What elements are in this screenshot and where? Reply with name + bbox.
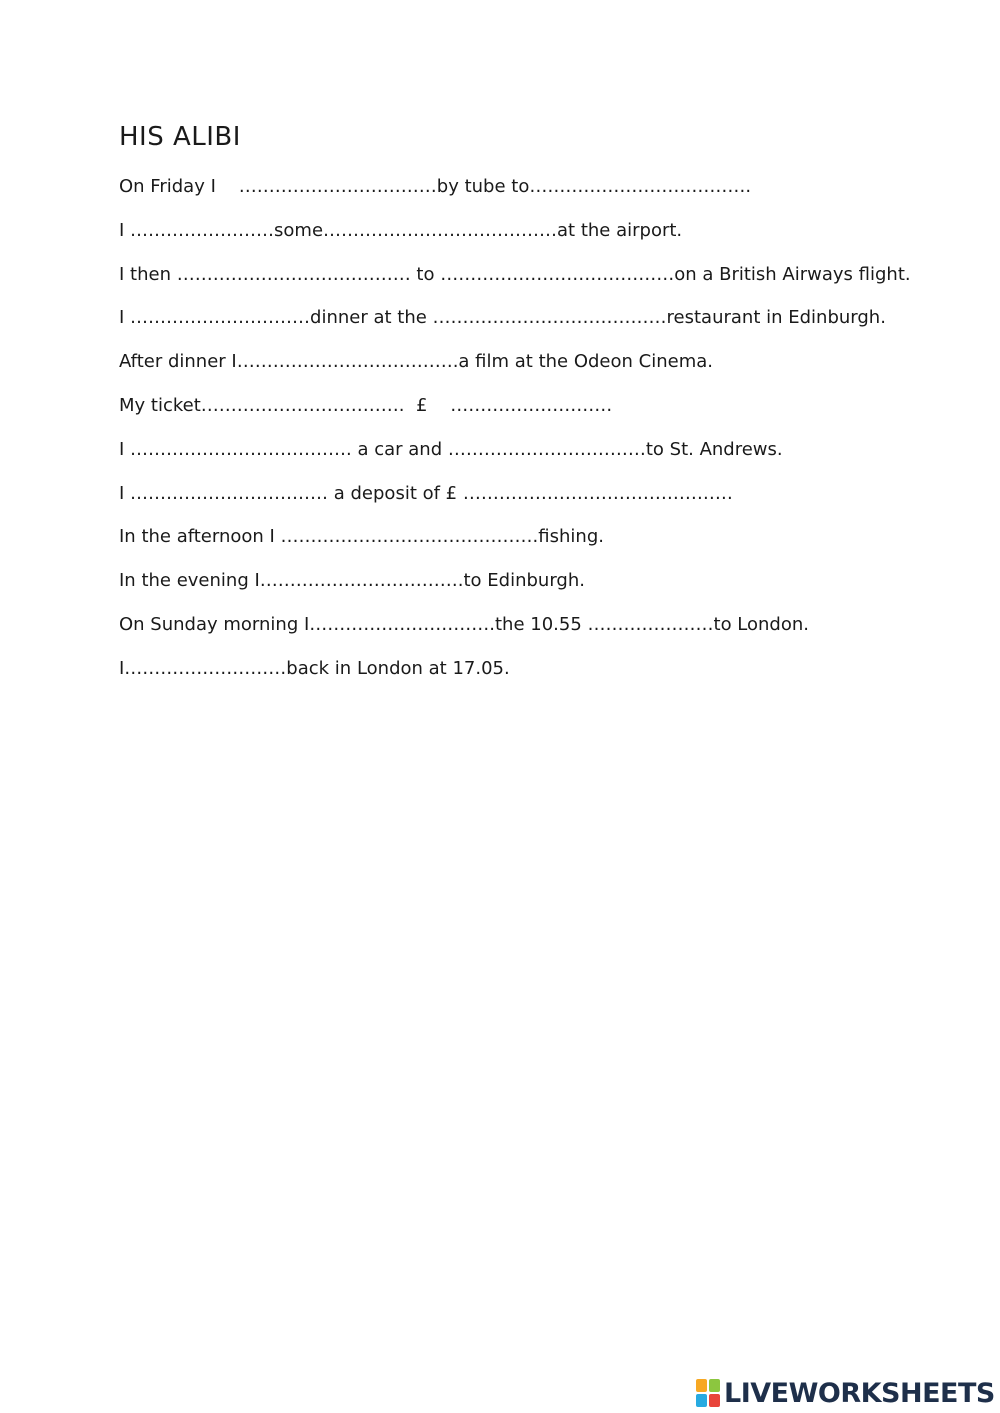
exercise-line-4: I …………………………dinner at the …………………………………restaurant in Edinburgh. bbox=[119, 307, 886, 329]
exercise-line-9: In the afternoon I …………………………………….fishing. bbox=[119, 526, 604, 548]
exercise-line-1: On Friday I ……………………………by tube to………………………………. bbox=[119, 176, 752, 197]
exercise-line-2: I ……………………some…………………………………at the airport. bbox=[119, 219, 683, 241]
exercise-line-5: After dinner I……………………………….a film at the Odeon Cinema. bbox=[119, 351, 713, 373]
exercise-line-6: My ticket……………………………. £ ……………………… bbox=[119, 394, 613, 416]
exercise-line-12: I………………………back in London at 17.05. bbox=[119, 657, 510, 679]
liveworksheets-logo-text: LIVEWORKSHEETS bbox=[724, 1377, 995, 1409]
exercise-line-11: On Sunday morning I………………………….the 10.55 …………………to London. bbox=[119, 613, 810, 635]
logo-square-icon bbox=[696, 1394, 707, 1407]
worksheet-title: HIS ALIBI bbox=[119, 122, 241, 152]
logo-square-icon bbox=[709, 1394, 720, 1407]
logo-square-icon bbox=[709, 1379, 720, 1392]
liveworksheets-logo-icon bbox=[696, 1379, 720, 1407]
logo-square-icon bbox=[696, 1379, 707, 1392]
exercise-lines bbox=[119, 172, 939, 698]
exercise-line-10: In the evening I…………………………….to Edinburgh. bbox=[119, 570, 585, 592]
liveworksheets-logo bbox=[696, 1376, 995, 1410]
exercise-line-8: I …………………………… a deposit of £ ……………………………………… bbox=[119, 482, 733, 504]
exercise-line-3: I then ………………………………… to …………………………………on a British Airways flight. bbox=[119, 263, 911, 285]
exercise-line-7: I ………………………………. a car and ……………………………to St. Andrews. bbox=[119, 438, 783, 460]
